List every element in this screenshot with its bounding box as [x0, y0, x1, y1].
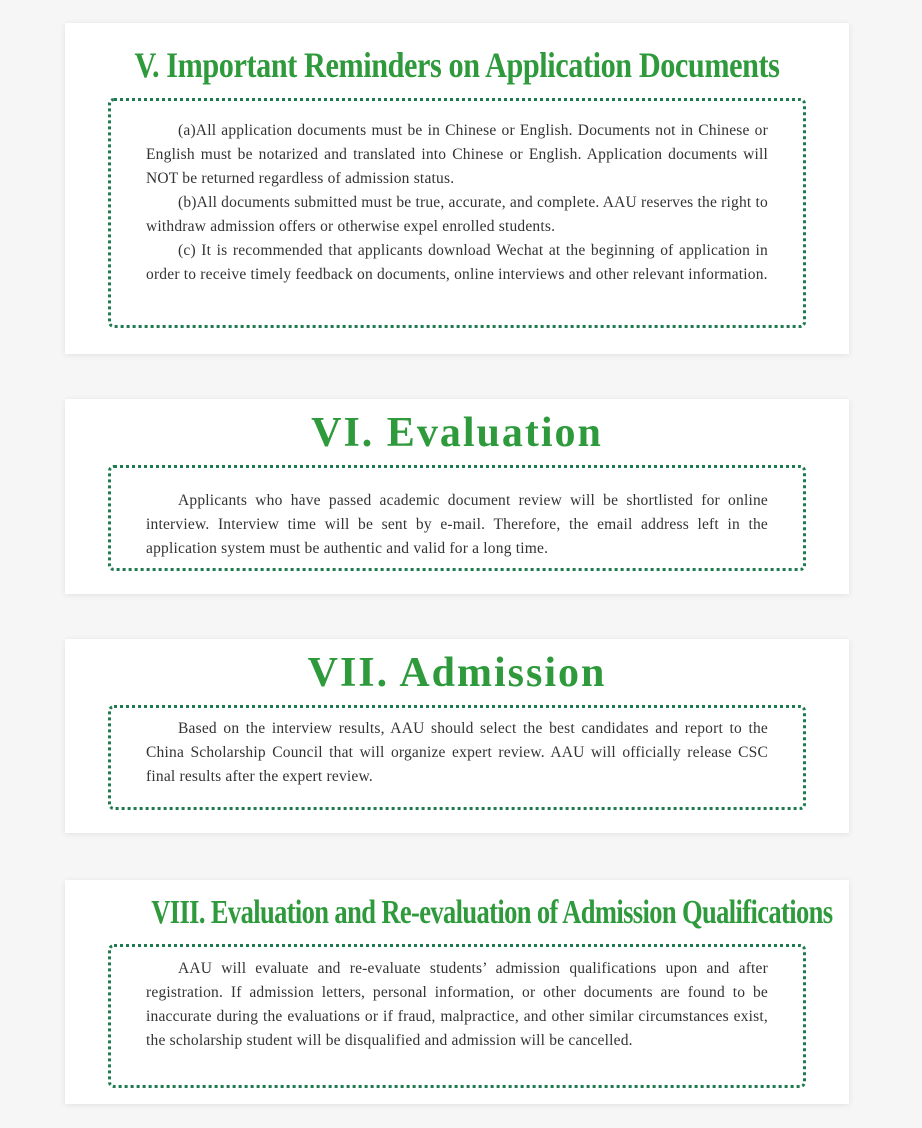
- paragraph-reevaluation: AAU will evaluate and re-evaluate students’ admission qualifications upon and after registration. If admission letters, personal information, or other documents are found to be inaccurate during the evaluations or if fraud, malpractice, and other similar circumstances exist, the scholarship student will be disqualified and admission will be cancelled.: [146, 960, 768, 1049]
- section-title-evaluation: VI. Evaluation: [311, 410, 603, 456]
- section-body-reevaluation: [108, 944, 806, 1088]
- paragraph-reminder-b: (b)All documents submitted must be true, accurate, and complete. AAU reserves the right to withdraw admission offers or otherwise expel enrolled students.: [146, 194, 768, 235]
- section-title-reevaluation: VIII. Evaluation and Re-evaluation of Admission Qualifications: [151, 894, 833, 931]
- section-body-admission: [108, 705, 806, 810]
- paragraph-evaluation: Applicants who have passed academic document review will be shortlisted for online interview. Interview time will be sent by e-mail. Therefore, the email address left in the application system must be authentic and valid for a long time.: [146, 492, 768, 557]
- section-body-reminders: [108, 98, 806, 328]
- section-card-evaluation: [65, 399, 849, 594]
- section-card-admission: [65, 639, 849, 833]
- section-body-evaluation: [108, 465, 806, 571]
- paragraph-admission: Based on the interview results, AAU should select the best candidates and report to the China Scholarship Council that will organize expert review. AAU will officially release CSC final results after the expert review.: [146, 720, 768, 785]
- section-title-reminders: V. Important Reminders on Application Documents: [134, 45, 780, 85]
- section-title-admission: VII. Admission: [307, 650, 607, 696]
- paragraph-reminder-a: (a)All application documents must be in Chinese or English. Documents not in Chinese or English must be notarized and translated into Chinese or English. Application documents will NOT be returned regardless of admission status.: [146, 122, 768, 187]
- paragraph-reminder-c: (c) It is recommended that applicants download Wechat at the beginning of application in order to receive timely feedback on documents, online interviews and other relevant information.: [146, 242, 768, 283]
- section-card-reevaluation: [65, 880, 849, 1104]
- section-card-reminders: [65, 23, 849, 354]
